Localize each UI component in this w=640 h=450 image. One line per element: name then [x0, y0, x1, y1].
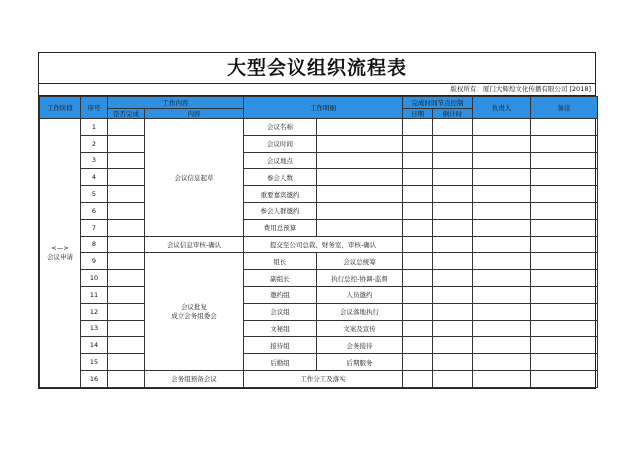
- remark-cell[interactable]: [531, 236, 598, 253]
- detail-b-cell: [317, 202, 403, 219]
- date-cell[interactable]: [403, 286, 433, 303]
- table-row: [40, 169, 598, 186]
- detail-a-cell: 会议地点: [244, 152, 317, 169]
- owner-cell[interactable]: [473, 119, 531, 136]
- copyright-note: 版权所有：厦门大辉煌文化传播有限公司 [2018]: [39, 84, 595, 96]
- table-row: [40, 370, 598, 387]
- done-cell[interactable]: [108, 337, 145, 354]
- owner-cell[interactable]: [473, 303, 531, 320]
- done-cell[interactable]: [108, 370, 145, 387]
- header-date: 日期: [403, 109, 433, 119]
- countdown-cell[interactable]: [433, 253, 473, 270]
- table-row: [40, 152, 598, 169]
- owner-cell[interactable]: [473, 253, 531, 270]
- done-cell[interactable]: [108, 119, 145, 136]
- done-cell[interactable]: [108, 169, 145, 186]
- seq-cell: 5: [81, 186, 108, 203]
- date-cell[interactable]: [403, 354, 433, 371]
- remark-cell[interactable]: [531, 152, 598, 169]
- header-countdown: 倒计时: [433, 109, 473, 119]
- remark-cell[interactable]: [531, 119, 598, 136]
- table-row: [40, 135, 598, 152]
- stage-cell: [40, 119, 81, 388]
- date-cell[interactable]: [403, 119, 433, 136]
- header-time: 完成时间节点控制: [403, 97, 473, 109]
- date-cell[interactable]: [403, 337, 433, 354]
- countdown-cell[interactable]: [433, 152, 473, 169]
- seq-cell: 13: [81, 320, 108, 337]
- seq-cell: 6: [81, 202, 108, 219]
- header-detail: 工作明细: [244, 97, 403, 119]
- remark-cell[interactable]: [531, 169, 598, 186]
- countdown-cell[interactable]: [433, 202, 473, 219]
- remark-cell[interactable]: [531, 354, 598, 371]
- seq-cell: 16: [81, 370, 108, 387]
- done-cell[interactable]: [108, 253, 145, 270]
- table-row: [40, 337, 598, 354]
- done-cell[interactable]: [108, 303, 145, 320]
- header-done: 是否完成: [108, 109, 145, 119]
- detail-b-cell: [317, 135, 403, 152]
- content-group: [145, 253, 244, 371]
- seq-cell: 9: [81, 253, 108, 270]
- table-row: [40, 270, 598, 287]
- header-remark: 备注: [531, 97, 598, 119]
- detail-b-cell: [317, 186, 403, 203]
- detail-a-cell: 费用总预算: [244, 219, 317, 236]
- date-cell[interactable]: [403, 169, 433, 186]
- seq-cell: 10: [81, 270, 108, 287]
- detail-a-cell: 邀约组: [244, 286, 317, 303]
- owner-cell[interactable]: [473, 370, 531, 387]
- seq-cell: 11: [81, 286, 108, 303]
- remark-cell[interactable]: [531, 303, 598, 320]
- owner-cell[interactable]: [473, 286, 531, 303]
- owner-cell[interactable]: [473, 135, 531, 152]
- done-cell[interactable]: [108, 152, 145, 169]
- countdown-cell[interactable]: [433, 119, 473, 136]
- done-cell[interactable]: [108, 320, 145, 337]
- owner-cell[interactable]: [473, 202, 531, 219]
- date-cell[interactable]: [403, 135, 433, 152]
- table-row: [40, 253, 598, 270]
- header-content-sub: 内容: [145, 109, 244, 119]
- date-cell[interactable]: [403, 370, 433, 387]
- seq-cell: 8: [81, 236, 108, 253]
- done-cell[interactable]: [108, 236, 145, 253]
- remark-cell[interactable]: [531, 320, 598, 337]
- date-cell[interactable]: [403, 219, 433, 236]
- date-cell[interactable]: [403, 236, 433, 253]
- detail-b-cell: 人员邀约: [317, 286, 403, 303]
- remark-cell[interactable]: [531, 219, 598, 236]
- content-group-line: 成立会务组委会: [171, 311, 217, 320]
- date-cell[interactable]: [403, 202, 433, 219]
- remark-cell[interactable]: [531, 202, 598, 219]
- countdown-cell[interactable]: [433, 135, 473, 152]
- seq-cell: 1: [81, 119, 108, 136]
- remark-cell[interactable]: [531, 135, 598, 152]
- countdown-cell[interactable]: [433, 186, 473, 203]
- remark-cell[interactable]: [531, 286, 598, 303]
- date-cell[interactable]: [403, 186, 433, 203]
- done-cell[interactable]: [108, 270, 145, 287]
- date-cell[interactable]: [403, 270, 433, 287]
- done-cell[interactable]: [108, 219, 145, 236]
- seq-cell: 4: [81, 169, 108, 186]
- bidirectional-arrow-icon: <—>: [51, 243, 69, 252]
- table-row: [40, 219, 598, 236]
- countdown-cell[interactable]: [433, 219, 473, 236]
- content-group-line: 会议批复: [181, 302, 207, 311]
- seq-cell: 12: [81, 303, 108, 320]
- detail-b-cell: 会务接待: [317, 337, 403, 354]
- table-row: [40, 286, 598, 303]
- countdown-cell[interactable]: [433, 169, 473, 186]
- date-cell[interactable]: [403, 303, 433, 320]
- detail-a-cell: 接待组: [244, 337, 317, 354]
- detail-b-cell: 执行总控-协调-监督: [317, 270, 403, 287]
- detail-b-cell: [317, 219, 403, 236]
- done-cell[interactable]: [108, 286, 145, 303]
- owner-cell[interactable]: [473, 337, 531, 354]
- detail-a-cell: 会议组: [244, 303, 317, 320]
- owner-cell[interactable]: [473, 236, 531, 253]
- table-row: [40, 303, 598, 320]
- seq-cell: 15: [81, 354, 108, 371]
- done-cell[interactable]: [108, 202, 145, 219]
- owner-cell[interactable]: [473, 354, 531, 371]
- remark-cell[interactable]: [531, 270, 598, 287]
- detail-a-cell: 会议名称: [244, 119, 317, 136]
- detail-full-cell: 提交至公司总裁、财务室，审核-确认: [244, 236, 403, 253]
- owner-cell[interactable]: [473, 186, 531, 203]
- date-cell[interactable]: [403, 253, 433, 270]
- detail-a-cell: 重要嘉宾邀约: [244, 186, 317, 203]
- content-group: 会议信息起草: [145, 119, 244, 237]
- remark-cell[interactable]: [531, 370, 598, 387]
- done-cell[interactable]: [108, 186, 145, 203]
- countdown-cell[interactable]: [433, 303, 473, 320]
- detail-b-cell: 会议落地执行: [317, 303, 403, 320]
- countdown-cell[interactable]: [433, 320, 473, 337]
- detail-a-cell: 文秘组: [244, 320, 317, 337]
- detail-b-cell: 后期服务: [317, 354, 403, 371]
- owner-cell[interactable]: [473, 320, 531, 337]
- countdown-cell[interactable]: [433, 236, 473, 253]
- owner-cell[interactable]: [473, 270, 531, 287]
- table-row: [40, 236, 598, 253]
- countdown-cell[interactable]: [433, 370, 473, 387]
- sheet-title: 大型会议组织流程表: [39, 53, 595, 84]
- detail-b-cell: [317, 152, 403, 169]
- detail-b-cell: [317, 169, 403, 186]
- remark-cell[interactable]: [531, 186, 598, 203]
- countdown-cell[interactable]: [433, 270, 473, 287]
- table-row: [40, 202, 598, 219]
- detail-a-cell: 副组长: [244, 270, 317, 287]
- detail-a-cell: 参会人群邀约: [244, 202, 317, 219]
- stage-label: 会议申请: [47, 252, 73, 261]
- detail-a-cell: 后勤组: [244, 354, 317, 371]
- seq-cell: 7: [81, 219, 108, 236]
- table-row: [40, 354, 598, 371]
- detail-b-cell: [317, 119, 403, 136]
- countdown-cell[interactable]: [433, 337, 473, 354]
- table-row: [40, 186, 598, 203]
- detail-b-cell: 文案及宣传: [317, 320, 403, 337]
- content-group: 会务组预备会议: [145, 370, 244, 387]
- remark-cell[interactable]: [531, 337, 598, 354]
- date-cell[interactable]: [403, 152, 433, 169]
- owner-cell[interactable]: [473, 169, 531, 186]
- process-table: [39, 96, 598, 388]
- seq-cell: 14: [81, 337, 108, 354]
- owner-cell[interactable]: [473, 219, 531, 236]
- detail-a-cell: 组长: [244, 253, 317, 270]
- done-cell[interactable]: [108, 354, 145, 371]
- owner-cell[interactable]: [473, 152, 531, 169]
- header-content: 工作内容: [108, 97, 244, 109]
- detail-full-cell: 工作分工及落实: [244, 370, 403, 387]
- done-cell[interactable]: [108, 135, 145, 152]
- countdown-cell[interactable]: [433, 286, 473, 303]
- countdown-cell[interactable]: [433, 354, 473, 371]
- detail-a-cell: 会议时间: [244, 135, 317, 152]
- remark-cell[interactable]: [531, 253, 598, 270]
- header-stage: 工作阶段: [40, 97, 81, 119]
- table-row: [40, 119, 598, 136]
- content-group: 会议信息审核-确认: [145, 236, 244, 253]
- seq-cell: 2: [81, 135, 108, 152]
- table-row: [40, 320, 598, 337]
- date-cell[interactable]: [403, 320, 433, 337]
- header-owner: 负责人: [473, 97, 531, 119]
- seq-cell: 3: [81, 152, 108, 169]
- header-seq: 序号: [81, 97, 108, 119]
- process-sheet: [38, 52, 596, 389]
- detail-a-cell: 参会人数: [244, 169, 317, 186]
- detail-b-cell: 会议总统筹: [317, 253, 403, 270]
